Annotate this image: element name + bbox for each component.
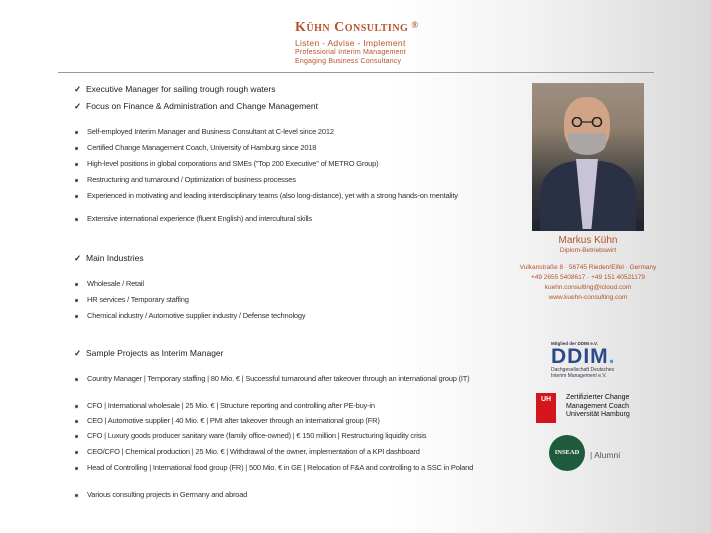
project-bullet: CEO | Automotive supplier | 40 Mio. € | PMI after takeover through an international group (FR) — [74, 416, 494, 426]
contact-phones: +49 2655 5408617 · +49 151 40521179 — [530, 274, 646, 281]
project-bullet: CEO/CFO | Chemical production | 25 Mio. € | Withdrawal of the owner, implementation of a KPI dashboard — [74, 447, 494, 457]
ddim-line-1: Dachgesellschaft Deutsches — [551, 367, 615, 373]
bullet-icon — [74, 434, 79, 439]
bullet-icon — [74, 146, 79, 151]
bullet-icon — [74, 450, 79, 455]
bullet-icon — [74, 194, 79, 199]
brand-subline-2: Engaging Business Consultancy — [295, 58, 402, 65]
bullet-icon — [74, 130, 79, 135]
glasses-icon — [566, 117, 608, 127]
uhh-certificate-logo — [536, 393, 646, 427]
contact-website[interactable]: www.kuehn-consulting.com — [548, 294, 628, 301]
bullet-icon — [74, 162, 79, 167]
profile-bullet: Extensive international experience (fluent English) and intercultural skills — [74, 214, 494, 224]
highlight-item: ✓ Executive Manager for sailing trough rough waters — [74, 84, 276, 94]
check-icon: ✓ — [74, 348, 82, 358]
project-bullet: Head of Controlling | International food group (FR) | 500 Mio. € in GE | Relocation of F&A and controlling to a SSC in Poland — [74, 463, 494, 473]
portrait-beard — [568, 133, 606, 155]
check-icon: ✓ — [74, 253, 82, 263]
portrait-photo — [532, 83, 644, 231]
alumni-label: | Alumni — [590, 450, 621, 460]
contact-email[interactable]: kuehn.consulting@icloud.com — [544, 284, 632, 291]
ddim-line-2: Interim Management e.V. — [551, 373, 607, 379]
header-divider — [58, 72, 654, 73]
brand-name: Kühn Consulting ® — [295, 20, 419, 35]
bullet-icon — [74, 404, 79, 409]
check-icon: ✓ — [74, 84, 82, 94]
industry-bullet: Wholesale / Retail — [74, 279, 494, 289]
bullet-icon — [74, 298, 79, 303]
bullet-icon — [74, 466, 79, 471]
bullet-icon — [74, 217, 79, 222]
bullet-icon — [74, 377, 79, 382]
bullet-icon — [74, 178, 79, 183]
ddim-member-label: Mitglied der DDIM e.V. — [551, 341, 598, 346]
bullet-icon — [74, 493, 79, 498]
insead-logo: INSEAD — [549, 435, 585, 471]
contact-address: Vulkanstraße 8 · 56745 Rieden/Eifel · Germany — [519, 264, 657, 271]
ddim-logo — [551, 341, 631, 379]
brand-subline-1: Professional Interim Management — [295, 49, 406, 56]
check-icon: ✓ — [74, 101, 82, 111]
industry-bullet: HR services / Temporary staffing — [74, 295, 494, 305]
project-bullet: Various consulting projects in Germany and abroad — [74, 490, 494, 500]
bullet-icon — [74, 314, 79, 319]
highlight-item: ✓ Focus on Finance & Administration and Change Management — [74, 101, 318, 111]
person-title: Diplom-Betriebswirt — [559, 247, 617, 254]
ddim-wordmark: DDIM. — [551, 345, 616, 368]
uhh-text: Zertifizierter Change Management Coach Universität Hamburg — [566, 394, 630, 418]
profile-bullet: Restructuring and turnaround / Optimization of business processes — [74, 175, 494, 185]
project-bullet: CFO | International wholesale | 25 Mio. € | Structure reporting and controlling after PE-buy-in — [74, 401, 494, 411]
profile-bullet: Certified Change Management Coach, University of Hamburg since 2018 — [74, 143, 494, 153]
project-bullet: Country Manager | Temporary staffing | 80 Mio. € | Successful turnaround after takeover through an international group (IT) — [74, 374, 494, 384]
uhh-mark: UH — [536, 393, 556, 423]
brand-tagline: Listen - Advise - Implement — [295, 38, 406, 48]
bullet-icon — [74, 282, 79, 287]
profile-bullet: High-level positions in global corporations and SMEs ("Top 200 Executive" of METRO Group) — [74, 159, 494, 169]
bullet-icon — [74, 419, 79, 424]
brand-header — [295, 20, 495, 66]
industries-heading: ✓ Main Industries — [74, 253, 144, 263]
profile-bullet: Self-employed Interim Manager and Business Consultant at C-level since 2012 — [74, 127, 494, 137]
profile-bullet: Experienced in motivating and leading interdisciplinary teams (also long-distance), yet with a strong hands-on mentality — [74, 191, 494, 201]
project-bullet: CFO | Luxury goods producer sanitary ware (family office-owned) | € 150 million | Restructuring liquidity crisis — [74, 431, 494, 441]
projects-heading: ✓ Sample Projects as Interim Manager — [74, 348, 224, 358]
industry-bullet: Chemical industry / Automotive supplier industry / Defense technology — [74, 311, 494, 321]
person-name: Markus Kühn — [558, 235, 618, 246]
